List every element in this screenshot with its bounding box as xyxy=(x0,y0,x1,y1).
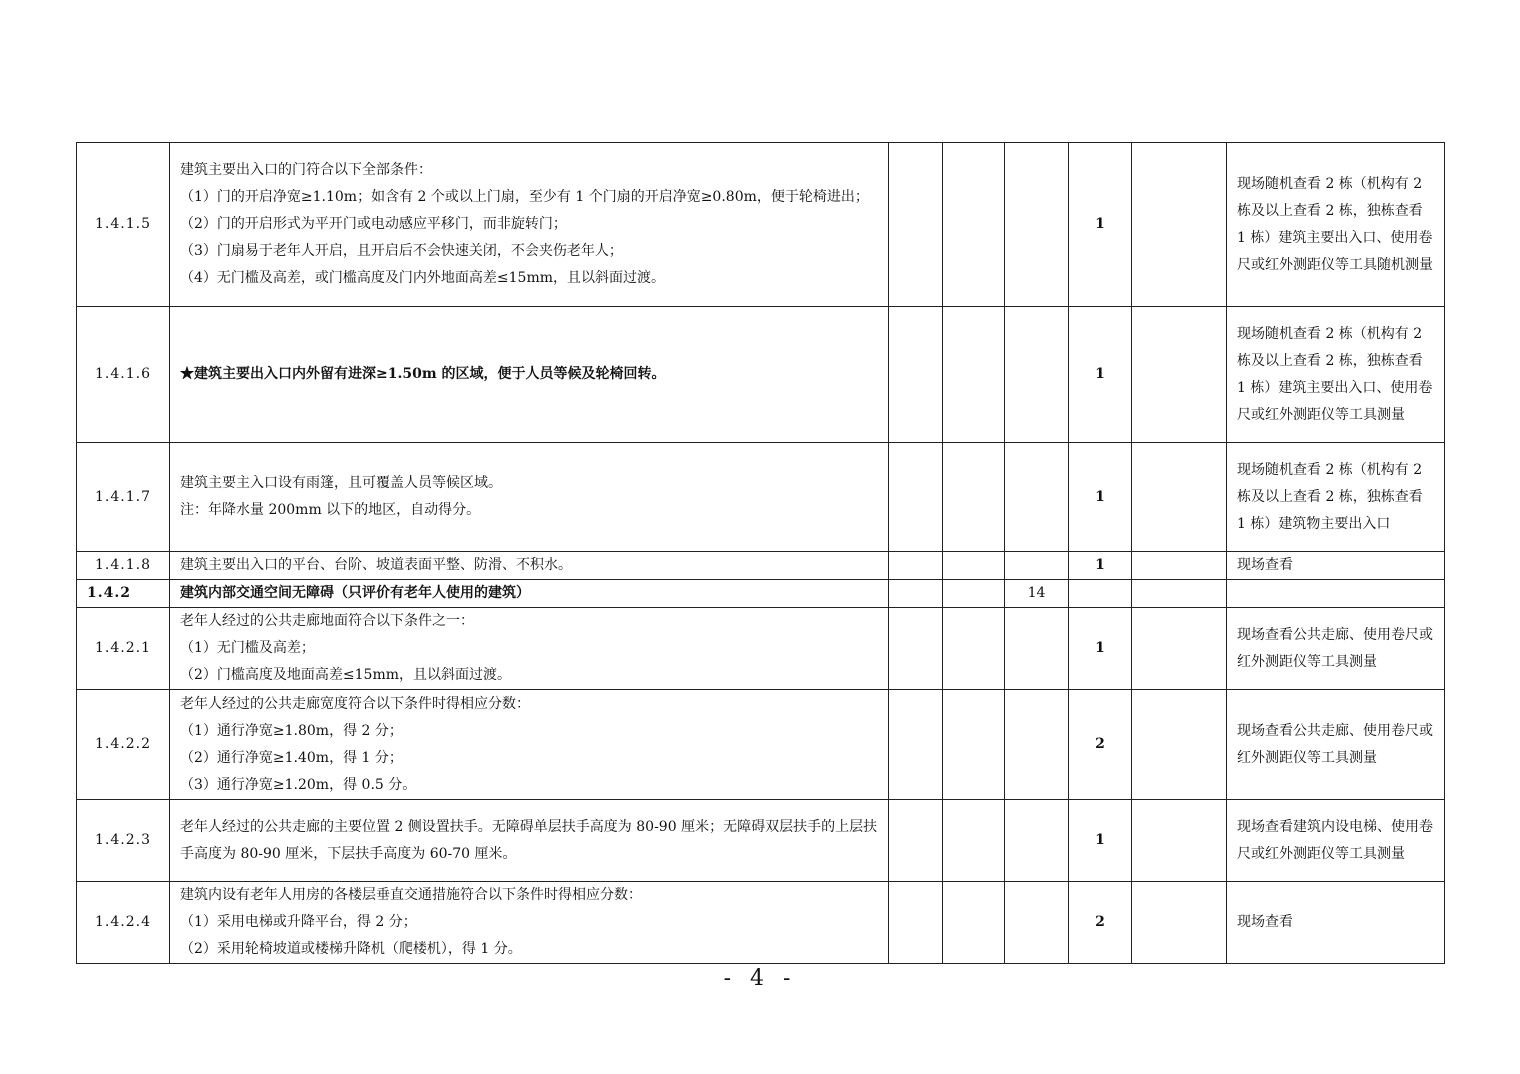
empty-cell xyxy=(1132,608,1227,690)
empty-cell xyxy=(889,580,943,608)
table-row xyxy=(77,552,1445,580)
item-code: 1.4.2.2 xyxy=(77,690,170,800)
section-score xyxy=(1005,800,1069,882)
empty-cell xyxy=(1132,307,1227,443)
content-line: 老年人经过的公共走廊宽度符合以下条件时得相应分数： xyxy=(180,695,530,712)
item-score: 1 xyxy=(1069,800,1132,882)
content-line: 建筑主要出入口的平台、台阶、坡道表面平整、防滑、不积水。 xyxy=(180,557,572,573)
empty-cell xyxy=(943,143,1005,307)
section-row xyxy=(77,580,1445,608)
table-row xyxy=(77,143,1445,307)
section-score xyxy=(1005,690,1069,800)
empty-cell xyxy=(889,690,943,800)
empty-cell xyxy=(889,443,943,552)
item-code: 1.4.2.4 xyxy=(77,882,170,964)
item-code: 1.4.2.1 xyxy=(77,608,170,690)
item-score: 1 xyxy=(1069,608,1132,690)
item-score: 1 xyxy=(1069,552,1132,580)
item-content xyxy=(170,143,889,307)
section-score xyxy=(1005,143,1069,307)
empty-cell xyxy=(1132,443,1227,552)
content-line: （2）采用轮椅坡道或楼梯升降机（爬楼机），得 1 分。 xyxy=(180,941,522,957)
section-score xyxy=(1005,307,1069,443)
check-method xyxy=(1227,580,1445,608)
check-method: 现场查看建筑内设电梯、使用卷尺或红外测距仪等工具测量 xyxy=(1227,800,1445,882)
empty-cell xyxy=(1132,143,1227,307)
content-line: （1）无门槛及高差； xyxy=(180,640,315,656)
item-content xyxy=(170,552,889,580)
item-code: 1.4.1.6 xyxy=(77,307,170,443)
section-score xyxy=(1005,443,1069,552)
content-line: （2）门槛高度及地面高差≤15mm，且以斜面过渡。 xyxy=(180,667,512,683)
empty-cell xyxy=(889,800,943,882)
item-code: 1.4.1.8 xyxy=(77,552,170,580)
section-score xyxy=(1005,552,1069,580)
content-line: 老年人经过的公共走廊地面符合以下条件之一： xyxy=(180,613,474,629)
item-content xyxy=(170,443,889,552)
section-score: 14 xyxy=(1005,580,1069,608)
empty-cell xyxy=(943,552,1005,580)
check-method: 现场查看公共走廊、使用卷尺或红外测距仪等工具测量 xyxy=(1227,608,1445,690)
check-method: 现场随机查看 2 栋（机构有 2 栋及以上查看 2 栋，独栋查看 1 栋）建筑主要出入口、使用卷尺或红外测距仪等工具随机测量 xyxy=(1227,143,1445,307)
table-row xyxy=(77,690,1445,800)
empty-cell xyxy=(889,307,943,443)
content-line: 注：年降水量 200mm 以下的地区，自动得分。 xyxy=(180,502,481,518)
content-line: 建筑内部交通空间无障碍（只评价有老年人使用的建筑） xyxy=(180,585,530,601)
empty-cell xyxy=(889,552,943,580)
content-line: （2）门的开启形式为平开门或电动感应平移门，而非旋转门； xyxy=(180,216,567,232)
check-method: 现场查看 xyxy=(1227,552,1445,580)
item-content xyxy=(170,882,889,964)
item-score: 1 xyxy=(1069,443,1132,552)
item-content xyxy=(170,690,889,800)
empty-cell xyxy=(1132,580,1227,608)
item-code: 1.4.2.3 xyxy=(77,800,170,882)
table-row xyxy=(77,307,1445,443)
content-line: （1）采用电梯或升降平台，得 2 分； xyxy=(180,914,417,930)
empty-cell xyxy=(1132,690,1227,800)
empty-cell xyxy=(943,608,1005,690)
check-method: 现场查看 xyxy=(1227,882,1445,964)
content-line: （2）通行净宽≥1.40m，得 1 分； xyxy=(180,749,403,766)
empty-cell xyxy=(943,580,1005,608)
item-code: 1.4.1.7 xyxy=(77,443,170,552)
table-row xyxy=(77,882,1445,964)
content-line: （1）通行净宽≥1.80m，得 2 分； xyxy=(180,722,403,739)
item-score xyxy=(1069,580,1132,608)
empty-cell xyxy=(1132,882,1227,964)
check-method: 现场随机查看 2 栋（机构有 2 栋及以上查看 2 栋，独栋查看 1 栋）建筑主要出入口、使用卷尺或红外测距仪等工具测量 xyxy=(1227,307,1445,443)
empty-cell xyxy=(1132,800,1227,882)
item-content xyxy=(170,800,889,882)
page-number: - 4 - xyxy=(723,966,797,991)
section-code: 1.4.2 xyxy=(77,580,170,608)
content-line: （1）门的开启净宽≥1.10m；如含有 2 个或以上门扇，至少有 1 个门扇的开启净宽≥0.80m，便于轮椅进出； xyxy=(180,189,869,205)
empty-cell xyxy=(943,690,1005,800)
empty-cell xyxy=(943,307,1005,443)
empty-cell xyxy=(889,882,943,964)
table-row xyxy=(77,443,1445,552)
check-method: 现场查看公共走廊、使用卷尺或红外测距仪等工具测量 xyxy=(1227,690,1445,800)
item-code: 1.4.1.5 xyxy=(77,143,170,307)
section-title xyxy=(170,580,889,608)
content-line: ★建筑主要出入口内外留有进深≥1.50m 的区域，便于人员等候及轮椅回转。 xyxy=(180,366,666,382)
item-score: 2 xyxy=(1069,690,1132,800)
content-line: 建筑主要主入口设有雨篷，且可覆盖人员等候区域。 xyxy=(180,475,502,491)
empty-cell xyxy=(943,882,1005,964)
content-line: 建筑内设有老年人用房的各楼层垂直交通措施符合以下条件时得相应分数： xyxy=(180,887,642,903)
empty-cell xyxy=(943,443,1005,552)
empty-cell xyxy=(943,800,1005,882)
table-row xyxy=(77,800,1445,882)
empty-cell xyxy=(1132,552,1227,580)
item-content xyxy=(170,608,889,690)
content-line: （4）无门槛及高差，或门槛高度及门内外地面高差≤15mm，且以斜面过渡。 xyxy=(180,270,666,286)
standard-table xyxy=(76,142,1445,964)
content-line: （3）门扇易于老年人开启，且开启后不会快速关闭，不会夹伤老年人； xyxy=(180,243,623,259)
section-score xyxy=(1005,882,1069,964)
item-score: 2 xyxy=(1069,882,1132,964)
table-row xyxy=(77,608,1445,690)
check-method: 现场随机查看 2 栋（机构有 2 栋及以上查看 2 栋，独栋查看 1 栋）建筑物主要出入口 xyxy=(1227,443,1445,552)
item-score: 1 xyxy=(1069,143,1132,307)
empty-cell xyxy=(889,143,943,307)
content-line: （3）通行净宽≥1.20m，得 0.5 分。 xyxy=(180,776,417,793)
section-score xyxy=(1005,608,1069,690)
empty-cell xyxy=(889,608,943,690)
content-line: 老年人经过的公共走廊的主要位置 2 侧设置扶手。无障碍单层扶手高度为 80-90 厘米；无障碍双层扶手的上层扶手高度为 80-90 厘米，下层扶手高度为 60-70 厘米。 xyxy=(180,818,878,862)
item-content xyxy=(170,307,889,443)
item-score: 1 xyxy=(1069,307,1132,443)
content-line: 建筑主要出入口的门符合以下全部条件： xyxy=(180,162,432,178)
